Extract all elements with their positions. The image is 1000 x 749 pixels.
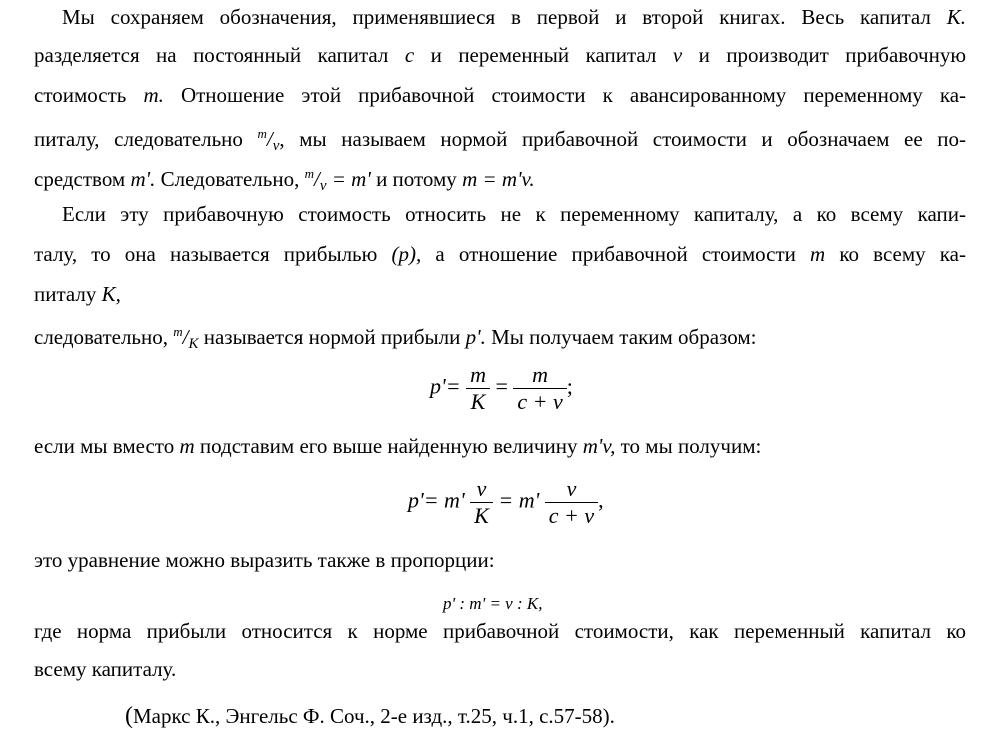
open-paren: ( [125, 703, 133, 729]
symbol-p-prime: p'. [465, 325, 486, 349]
p4-line [34, 546, 966, 574]
fraction-v-over-c-plus-v: $\frac{v}{c + v}$ [545, 476, 598, 529]
proportion-formula: p' : m' = v : K, [443, 594, 543, 613]
text: и переменный капитал [430, 43, 657, 67]
p1-line-4 [34, 120, 966, 160]
equation: = m' [331, 167, 371, 191]
equation: m = m'v. [462, 167, 535, 191]
text: а отношение прибавочной стоимости [435, 242, 796, 266]
text: Если эту прибавочную стоимость относить не к переменному капиталу, а ко всему капи- [62, 202, 966, 226]
citation [125, 703, 615, 730]
text: талу, то она называется прибылью [34, 242, 378, 266]
punctuation: , [598, 487, 604, 513]
equals-sign: = [495, 373, 508, 399]
text: и потому [376, 167, 457, 191]
citation-text: Маркс К., Энгельс Ф. Соч., 2-е изд., т.25, ч.1, с.57-58 [133, 704, 603, 728]
text: если мы вместо [34, 434, 175, 458]
text: ко всему ка- [839, 242, 966, 266]
p1-line-3 [34, 81, 966, 109]
p2-line-3 [34, 280, 966, 308]
symbol-p: (p), [391, 242, 422, 266]
p5-line-2 [34, 655, 966, 683]
inline-fraction-m-K: $^m/_K$ [173, 324, 199, 352]
p2-line-1 [62, 200, 966, 228]
fraction-v-over-K: $\frac{v}{K}$ [470, 476, 493, 529]
formula-lhs: p'= m' [408, 487, 465, 513]
symbol-c: c [404, 43, 415, 67]
text: и производит прибавочную [698, 43, 967, 67]
symbol-m: m [179, 434, 195, 458]
punctuation: ; [566, 373, 573, 399]
formula-profit-rate [430, 362, 573, 415]
symbol-m-prime-v: m'v, [582, 434, 616, 458]
fraction-m-over-c-plus-v: $\frac{m}{c + v}$ [513, 362, 566, 415]
symbol-m-prime: m'. [130, 167, 156, 191]
text: следовательно, [34, 325, 168, 349]
p1-line-5 [34, 160, 966, 200]
p5-line-1 [34, 617, 966, 645]
equals-m-prime: = m' [498, 487, 540, 513]
symbol-K: K, [101, 282, 121, 306]
text: Следовательно, [160, 167, 300, 191]
text: разделяется на постоянный капитал [34, 43, 389, 67]
text: Мы получаем таким образом: [491, 325, 757, 349]
p2-line-2 [34, 240, 966, 268]
p3-line [34, 432, 966, 460]
text: питалу [34, 282, 97, 306]
close-paren: ). [602, 704, 615, 728]
p2-line-4 [34, 318, 966, 358]
p1-line-2 [34, 41, 966, 69]
formula-profit-rate-expanded [408, 476, 604, 529]
text: то мы получим: [620, 434, 762, 458]
text: называется нормой прибыли [203, 325, 461, 349]
inline-fraction-m-v: $^m/_v$ [257, 126, 280, 154]
text: , мы называем нормой прибавочной стоимости и обозначаем ее по- [279, 127, 967, 151]
symbol-K: K. [946, 5, 967, 29]
symbol-v: v [672, 43, 683, 67]
text: стоимость [34, 83, 127, 107]
symbol-m: m. [143, 83, 164, 107]
fraction-m-over-K: $\frac{m}{K}$ [466, 362, 490, 415]
text: это уравнение можно выразить также в пропорции: [34, 548, 495, 572]
text: всему капиталу. [34, 657, 177, 681]
text: Отношение этой прибавочной стоимости к авансированному переменному ка- [180, 83, 967, 107]
symbol-m: m [810, 242, 826, 266]
formula-lhs: p'= [430, 373, 461, 399]
text: питалу, следовательно [34, 127, 243, 151]
text: средством [34, 167, 126, 191]
p1-line-1 [62, 3, 966, 31]
text: где норма прибыли относится к норме прибавочной стоимости, как переменный капитал ко [34, 619, 966, 643]
text: Мы сохраняем обозначения, применявшиеся в первой и второй книгах. Весь капитал [62, 5, 931, 29]
inline-fraction-m-v: $^m/_v$ [304, 166, 327, 194]
text: подставим его выше найденную величину [199, 434, 578, 458]
